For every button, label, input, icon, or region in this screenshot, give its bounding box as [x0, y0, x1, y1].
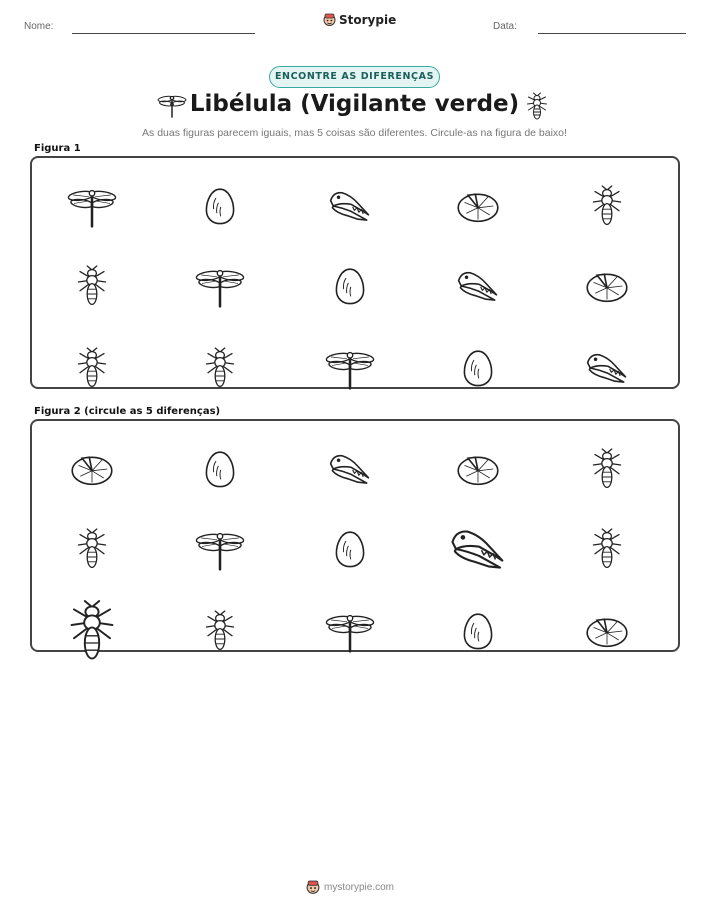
date-label: Data: — [493, 21, 517, 32]
lilypad-icon — [455, 188, 501, 224]
nymph-icon[interactable] — [68, 599, 116, 663]
nymph-icon[interactable] — [591, 447, 623, 491]
name-field[interactable] — [72, 33, 255, 34]
nymph-icon — [591, 184, 623, 228]
nymph-icon[interactable] — [591, 527, 623, 571]
nymph-icon — [76, 346, 108, 390]
egg-icon[interactable] — [204, 449, 236, 489]
nymph-icon[interactable] — [204, 609, 236, 653]
jaw-icon[interactable] — [328, 451, 372, 487]
lilypad-icon[interactable] — [455, 451, 501, 487]
dragonfly-icon[interactable] — [194, 527, 246, 571]
figure-1-panel — [30, 156, 680, 389]
egg-icon — [462, 348, 494, 388]
dragonfly-icon — [194, 264, 246, 308]
footer-url: mystorypie.com — [324, 882, 395, 893]
egg-icon[interactable] — [462, 611, 494, 651]
jaw-icon — [585, 350, 629, 386]
jaw-icon — [456, 268, 500, 304]
nymph-icon — [76, 264, 108, 308]
date-field[interactable] — [538, 33, 686, 34]
jaw-icon[interactable] — [449, 525, 507, 573]
egg-icon — [204, 186, 236, 226]
dragonfly-icon[interactable] — [324, 609, 376, 653]
activity-badge: ENCONTRE AS DIFERENÇAS — [269, 66, 440, 88]
figure-1-label: Figura 1 — [34, 143, 81, 154]
lilypad-icon[interactable] — [69, 451, 115, 487]
page-title: Libélula (Vigilante verde) — [189, 91, 520, 117]
jaw-icon — [328, 188, 372, 224]
figure-2-label: Figura 2 (circule as 5 diferenças) — [34, 406, 221, 417]
dragonfly-icon — [324, 346, 376, 390]
instructions: As duas figuras parecem iguais, mas 5 coisas são diferentes. Circule-as na figura de baixo! — [142, 127, 567, 139]
nymph-icon[interactable] — [76, 527, 108, 571]
storypie-logo-icon — [323, 13, 336, 27]
lilypad-icon[interactable] — [584, 613, 630, 649]
brand-name: Storypie — [339, 13, 397, 27]
dragonfly-icon — [66, 184, 118, 228]
figure-2-panel[interactable] — [30, 419, 680, 652]
name-label: Nome: — [24, 21, 54, 32]
egg-icon[interactable] — [334, 529, 366, 569]
lilypad-icon — [584, 268, 630, 304]
nymph-icon — [204, 346, 236, 390]
storypie-logo-icon — [306, 880, 320, 895]
footer — [306, 880, 394, 895]
nymph-icon — [524, 92, 550, 122]
brand — [323, 13, 396, 27]
egg-icon — [334, 266, 366, 306]
